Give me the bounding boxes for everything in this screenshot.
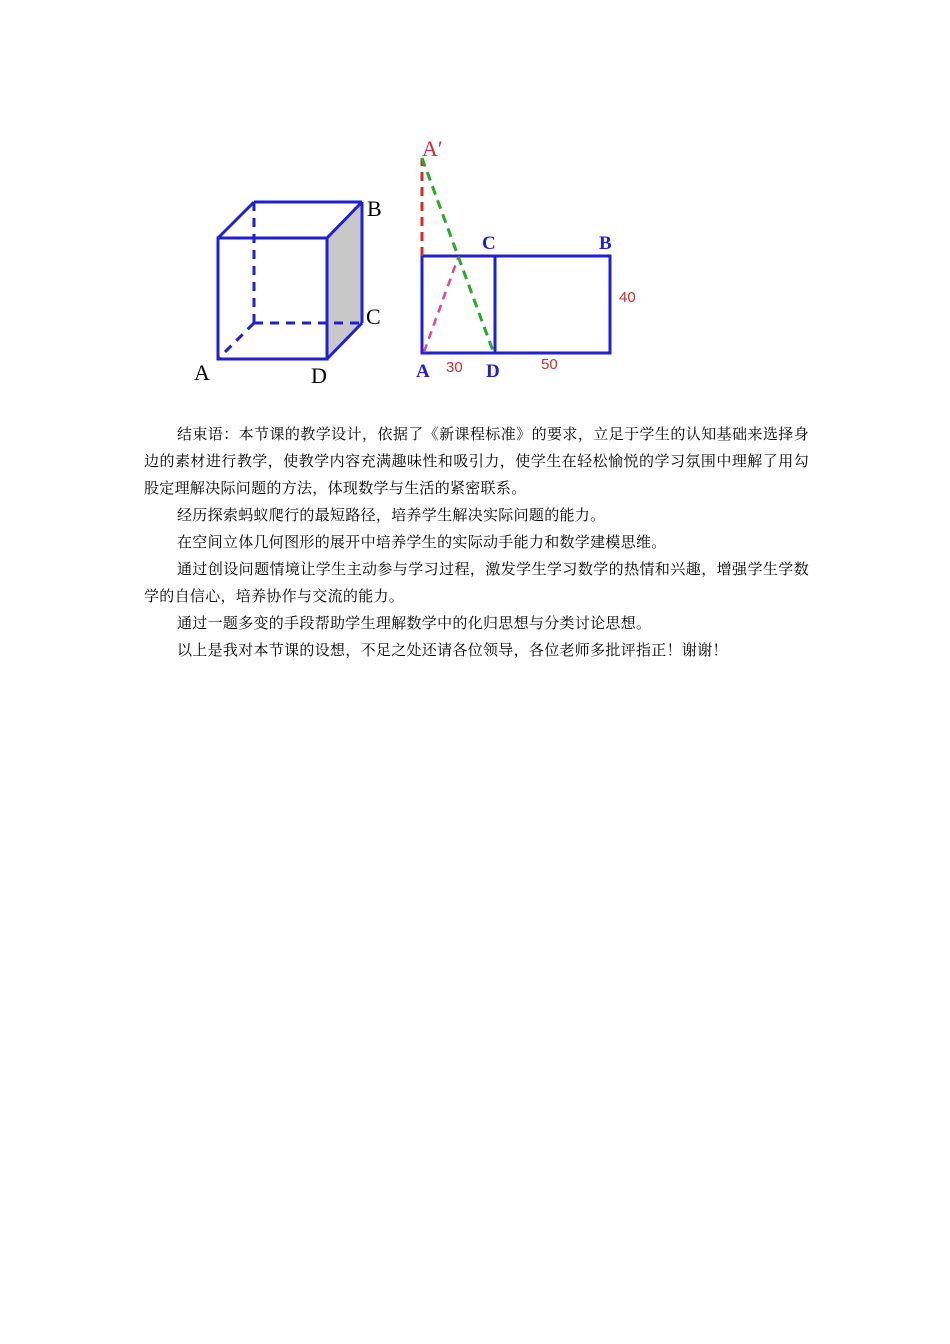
cube-label-b: B — [367, 196, 382, 221]
measure-40: 40 — [619, 289, 636, 306]
paragraph-situation: 通过创设问题情境让学生主动参与学习过程，激发学生学习数学的热情和兴趣，增强学生学数学的自信心，培养协作与交流的能力。 — [144, 560, 809, 605]
paragraph-spatial: 在空间立体几何图形的展开中培养学生的实际动手能力和数学建模思维。 — [177, 533, 667, 551]
figure-area — [0, 0, 950, 410]
measure-50: 50 — [541, 356, 558, 373]
measure-30: 30 — [446, 359, 463, 376]
net-label-b: B — [599, 233, 612, 254]
net-label-a-prime: A′ — [422, 136, 443, 161]
net-diagram — [416, 136, 636, 382]
cube-label-d: D — [311, 363, 327, 388]
pink-dashed-path — [424, 258, 458, 352]
net-rectangles — [422, 256, 610, 353]
net-left-face — [422, 256, 495, 353]
paragraph-explore: 经历探索蚂蚁爬行的最短路径，培养学生解决实际问题的能力。 — [177, 506, 606, 524]
cube-shaded-face — [327, 202, 362, 359]
net-right-face — [495, 256, 610, 353]
net-label-d: D — [486, 361, 500, 382]
paragraph-variation: 通过一题多变的手段帮助学生理解数学中的化归思想与分类讨论思想。 — [177, 614, 652, 632]
paragraph-closing: 以上是我对本节课的设想，不足之处还请各位领导，各位老师多批评指正！谢谢！ — [177, 641, 728, 659]
net-label-c: C — [482, 233, 496, 254]
cube-label-c: C — [366, 304, 381, 329]
conclusion-text — [144, 421, 809, 664]
paragraph-conclusion: 结束语：本节课的教学设计，依据了《新课程标准》的要求，立足于学生的认知基础来选择身边的素材进行教学，使教学内容充满趣味性和吸引力，使学生在轻松愉悦的学习氛围中理解了用勾股定理解决际问题的方法，体现数学与生活的紧密联系。 — [144, 425, 809, 497]
cube-diagram — [194, 196, 382, 388]
geometry-figure — [0, 0, 950, 410]
net-label-a: A — [416, 361, 430, 382]
cube-label-a: A — [194, 360, 210, 385]
